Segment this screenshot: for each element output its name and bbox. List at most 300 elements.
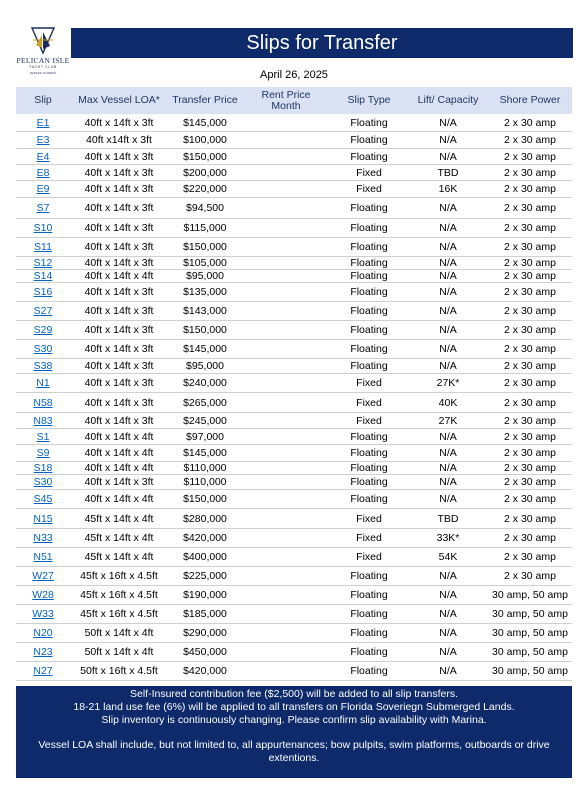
rent-price-cell	[242, 624, 330, 642]
max-loa-cell: 40ft x 14ft x 3ft	[84, 166, 154, 179]
logo-subtitle: YACHT CLUB	[29, 65, 57, 69]
slip-cell	[16, 149, 70, 164]
rent-price-cell	[242, 662, 330, 680]
page-title: Slips for Transfer	[71, 28, 573, 58]
lift-capacity-cell: N/A	[439, 324, 457, 336]
transfer-price-cell: $145,000	[183, 447, 227, 459]
max-loa-cell: 45ft x 14ft x 4ft	[84, 532, 154, 544]
max-loa-cell: 50ft x 14ft x 4ft	[84, 646, 154, 658]
shore-power-cell: 2 x 30 amp	[504, 134, 556, 146]
shore-power-cell: 2 x 30 amp	[504, 377, 556, 389]
slip-type-cell: Fixed	[356, 532, 382, 544]
lift-capacity-cell: N/A	[439, 462, 457, 474]
rent-price-cell	[242, 429, 330, 444]
lift-capacity-cell: 40K	[438, 396, 458, 409]
slip-type-cell: Floating	[350, 646, 388, 658]
slip-cell	[16, 413, 70, 428]
slip-link[interactable]: E3	[36, 134, 50, 146]
max-loa-cell: 40ft x 14ft x 3ft	[84, 324, 154, 336]
slip-link[interactable]: S14	[33, 270, 53, 282]
table-row	[16, 462, 572, 475]
col-transfer-price-header: Transfer Price	[172, 94, 238, 106]
transfer-price-cell: $420,000	[183, 665, 227, 677]
table-row	[16, 548, 572, 567]
transfer-price-cell: $145,000	[183, 343, 227, 355]
max-loa-cell: 50ft x 14ft x 4ft	[84, 627, 154, 639]
transfer-price-cell: $110,000	[183, 462, 227, 474]
slip-link[interactable]: S7	[36, 202, 50, 214]
table-row	[16, 359, 572, 374]
slip-link[interactable]: S30	[33, 476, 53, 488]
slip-link[interactable]: N20	[33, 627, 53, 639]
slip-type-cell: Floating	[350, 117, 388, 129]
transfer-price-cell: $110,000	[183, 476, 227, 488]
table-row	[16, 340, 572, 359]
slip-type-cell: Fixed	[356, 551, 382, 563]
rent-price-cell	[242, 238, 330, 256]
shore-power-cell: 2 x 30 amp	[504, 183, 556, 195]
slip-cell	[16, 359, 70, 373]
shore-power-cell: 30 amp, 50 amp	[492, 646, 568, 658]
slip-type-cell: Fixed	[356, 166, 382, 179]
transfer-price-cell: $220,000	[183, 183, 227, 195]
table-row	[16, 643, 572, 662]
transfer-price-cell: $150,000	[183, 324, 227, 336]
shore-power-cell: 2 x 30 amp	[504, 166, 556, 179]
shore-power-cell: 2 x 30 amp	[504, 476, 556, 488]
col-shore-power-header: Shore Power	[499, 94, 561, 106]
slip-type-cell: Floating	[350, 430, 388, 443]
shore-power-cell: 2 x 30 amp	[504, 430, 556, 443]
max-loa-cell: 40ft x 14ft x 3ft	[84, 241, 154, 253]
table-row	[16, 393, 572, 413]
rent-price-cell	[242, 283, 330, 301]
slip-cell	[16, 302, 70, 320]
slip-cell	[16, 257, 70, 269]
footer-note: Vessel LOA shall include, but not limited to, all appurtenances; bow pulpits, swim platforms, outboards or drive extentions.	[38, 739, 550, 764]
max-loa-cell: 45ft x 16ft x 4.5ft	[80, 608, 158, 620]
lift-capacity-cell: 16K	[438, 183, 458, 195]
slip-cell	[16, 475, 70, 489]
table-row	[16, 132, 572, 149]
table-row	[16, 567, 572, 586]
table-row	[16, 445, 572, 462]
slip-type-cell: Floating	[350, 270, 388, 282]
lift-capacity-cell: N/A	[439, 665, 457, 677]
lift-capacity-cell: N/A	[439, 134, 457, 146]
shore-power-cell: 30 amp, 50 amp	[492, 608, 568, 620]
max-loa-cell: 45ft x 16ft x 4.5ft	[80, 570, 158, 582]
slip-link[interactable]: N1	[36, 377, 50, 389]
transfer-price-cell: $265,000	[183, 396, 227, 409]
slip-cell	[16, 548, 70, 566]
transfer-price-cell: $150,000	[183, 150, 227, 163]
lift-capacity-cell: N/A	[439, 202, 457, 214]
slip-type-cell: Fixed	[356, 414, 382, 427]
max-loa-cell: 40ft x 14ft x 3ft	[84, 377, 154, 389]
footer-note	[16, 727, 572, 739]
max-loa-cell: 40ft x 14ft x 4ft	[84, 493, 154, 505]
slip-type-cell: Floating	[350, 627, 388, 639]
shore-power-cell: 2 x 30 amp	[504, 286, 556, 298]
table-row	[16, 270, 572, 283]
slip-type-cell: Floating	[350, 305, 388, 317]
lift-capacity-cell: 54K	[438, 551, 458, 563]
slip-cell	[16, 643, 70, 661]
document-date: April 26, 2025	[260, 69, 328, 81]
rent-price-cell	[242, 509, 330, 528]
slip-link[interactable]: N58	[33, 396, 53, 409]
max-loa-cell: 40ft x 14ft x 3ft	[84, 150, 154, 163]
lift-capacity-cell: N/A	[439, 430, 457, 443]
slip-type-cell: Floating	[350, 257, 388, 269]
max-loa-cell: 50ft x 16ft x 4.5ft	[80, 665, 158, 677]
slip-link[interactable]: W27	[32, 570, 54, 582]
max-loa-cell: 40ft x 14ft x 3ft	[84, 286, 154, 298]
slip-link[interactable]: S1	[36, 430, 50, 443]
max-loa-cell: 40ft x 14ft x 3ft	[84, 414, 154, 427]
slip-link[interactable]: S10	[33, 222, 53, 234]
slip-type-cell: Fixed	[356, 183, 382, 195]
rent-price-cell	[242, 605, 330, 623]
lift-capacity-cell: N/A	[439, 608, 457, 620]
rent-price-cell	[242, 475, 330, 489]
table-row	[16, 238, 572, 257]
rent-price-cell	[242, 340, 330, 358]
slip-cell	[16, 270, 70, 282]
lift-capacity-cell: 33K*	[436, 532, 460, 544]
lift-capacity-cell: N/A	[439, 493, 457, 505]
slip-cell	[16, 165, 70, 180]
rent-price-cell	[242, 302, 330, 320]
table-row	[16, 605, 572, 624]
rent-price-cell	[242, 115, 330, 131]
shore-power-cell: 2 x 30 amp	[504, 396, 556, 409]
transfer-price-cell: $143,000	[183, 305, 227, 317]
logo-name: PELICAN ISLE	[16, 56, 70, 65]
shore-power-cell: 2 x 30 amp	[504, 202, 556, 214]
rent-price-cell	[242, 445, 330, 461]
table-row	[16, 257, 572, 270]
rent-price-cell	[242, 374, 330, 392]
table-row	[16, 662, 572, 681]
transfer-price-cell: $145,000	[183, 117, 227, 129]
max-loa-cell: 40ft x 14ft x 3ft	[84, 305, 154, 317]
max-loa-cell: 45ft x 14ft x 4ft	[84, 551, 154, 563]
shore-power-cell: 30 amp, 50 amp	[492, 627, 568, 639]
table-row	[16, 586, 572, 605]
shore-power-cell: 2 x 30 amp	[504, 360, 556, 372]
max-loa-cell: 40ft x 14ft x 3ft	[84, 257, 154, 269]
lift-capacity-cell: N/A	[439, 360, 457, 372]
slip-cell	[16, 662, 70, 680]
lift-capacity-cell: N/A	[439, 646, 457, 658]
slip-type-cell: Fixed	[356, 512, 382, 525]
transfer-price-cell: $135,000	[183, 286, 227, 298]
slip-cell	[16, 509, 70, 528]
max-loa-cell: 40ft x 14ft x 3ft	[84, 476, 154, 488]
lift-capacity-cell: N/A	[439, 150, 457, 163]
slip-cell	[16, 340, 70, 358]
max-loa-cell: 40ft x 14ft x 3ft	[84, 222, 154, 234]
slip-link[interactable]: N23	[33, 646, 53, 658]
lift-capacity-cell: N/A	[439, 343, 457, 355]
shore-power-cell: 2 x 30 amp	[504, 551, 556, 563]
transfer-price-cell: $280,000	[183, 512, 227, 525]
slip-cell	[16, 624, 70, 642]
table-row	[16, 283, 572, 302]
rent-price-cell	[242, 462, 330, 474]
shore-power-cell: 2 x 30 amp	[504, 117, 556, 129]
rent-price-cell	[242, 643, 330, 661]
shore-power-cell: 2 x 30 amp	[504, 324, 556, 336]
slip-link[interactable]: N27	[33, 665, 53, 677]
table-row	[16, 509, 572, 529]
table-row	[16, 302, 572, 321]
max-loa-cell: 40ft x 14ft x 3ft	[84, 360, 154, 372]
transfer-price-cell: $225,000	[183, 570, 227, 582]
slip-cell	[16, 490, 70, 508]
lift-capacity-cell: N/A	[439, 222, 457, 234]
shore-power-cell: 2 x 30 amp	[504, 343, 556, 355]
shore-power-cell: 2 x 30 amp	[504, 222, 556, 234]
shore-power-cell: 2 x 30 amp	[504, 241, 556, 253]
rent-price-cell	[242, 490, 330, 508]
slip-cell	[16, 181, 70, 197]
slip-cell	[16, 445, 70, 461]
col-slip-header: Slip	[34, 94, 52, 106]
table-row	[16, 529, 572, 548]
transfer-price-cell: $200,000	[183, 166, 227, 179]
transfer-price-cell: $420,000	[183, 532, 227, 544]
slip-type-cell: Floating	[350, 343, 388, 355]
lift-capacity-cell: N/A	[439, 447, 457, 459]
transfer-price-cell: $115,000	[183, 222, 227, 234]
transfer-price-cell: $185,000	[183, 608, 227, 620]
shore-power-cell: 2 x 30 amp	[504, 270, 556, 282]
transfer-price-cell: $245,000	[183, 414, 227, 427]
shore-power-cell: 2 x 30 amp	[504, 532, 556, 544]
max-loa-cell: 40ft x 14ft x 3ft	[84, 396, 154, 409]
transfer-price-cell: $97,000	[186, 430, 224, 443]
table-row	[16, 321, 572, 340]
rent-price-cell	[242, 321, 330, 339]
rent-price-cell	[242, 149, 330, 164]
slip-cell	[16, 238, 70, 256]
transfer-price-cell: $450,000	[183, 646, 227, 658]
rent-price-cell	[242, 257, 330, 269]
transfer-price-cell: $150,000	[183, 241, 227, 253]
footer-notes	[16, 686, 572, 778]
table-row	[16, 624, 572, 643]
slip-link[interactable]: S18	[33, 462, 53, 474]
slip-cell	[16, 393, 70, 412]
max-loa-cell: 40ft x 14ft x 4ft	[84, 430, 154, 443]
shore-power-cell: 2 x 30 amp	[504, 150, 556, 163]
max-loa-cell: 40ft x 14ft x 4ft	[84, 270, 154, 282]
lift-capacity-cell: 27K	[438, 414, 458, 427]
lift-capacity-cell: TBD	[437, 166, 459, 179]
slip-link[interactable]: W33	[32, 608, 54, 620]
footer-note: Slip inventory is continuously changing. Please confirm slip availability with Marina.	[101, 714, 487, 726]
slip-type-cell: Floating	[350, 134, 388, 146]
slip-type-cell: Floating	[350, 286, 388, 298]
slip-type-cell: Floating	[350, 241, 388, 253]
lift-capacity-cell: N/A	[439, 270, 457, 282]
slip-link[interactable]: S27	[33, 305, 53, 317]
max-loa-cell: 45ft x 16ft x 4.5ft	[80, 589, 158, 601]
slip-type-cell: Floating	[350, 360, 388, 372]
shore-power-cell: 30 amp, 50 amp	[492, 665, 568, 677]
slip-link[interactable]: S12	[33, 257, 53, 269]
slip-type-cell: Floating	[350, 447, 388, 459]
slip-type-cell: Floating	[350, 608, 388, 620]
slip-type-cell: Floating	[350, 589, 388, 601]
table-row	[16, 490, 572, 509]
slip-link[interactable]: S11	[34, 241, 52, 253]
shore-power-cell: 2 x 30 amp	[504, 493, 556, 505]
slip-link[interactable]: N83	[33, 414, 53, 427]
transfer-price-cell: $94,500	[186, 202, 224, 214]
lift-capacity-cell: N/A	[439, 117, 457, 129]
shore-power-cell: 2 x 30 amp	[504, 570, 556, 582]
rent-price-cell	[242, 413, 330, 428]
logo-tagline: NAPLES, FLORIDA	[29, 71, 57, 75]
slip-type-cell: Fixed	[356, 396, 382, 409]
max-loa-cell: 40ft x 14ft x 4ft	[84, 462, 154, 474]
slip-link[interactable]: S29	[33, 324, 53, 336]
slip-type-cell: Floating	[350, 324, 388, 336]
lift-capacity-cell: N/A	[439, 305, 457, 317]
sailboat-icon	[14, 26, 72, 56]
transfer-price-cell: $190,000	[183, 589, 227, 601]
lift-capacity-cell: N/A	[439, 627, 457, 639]
table-header	[16, 87, 572, 114]
max-loa-cell: 40ft x 14ft x 3ft	[84, 343, 154, 355]
slip-type-cell: Floating	[350, 222, 388, 234]
slip-cell	[16, 605, 70, 623]
rent-price-cell	[242, 165, 330, 180]
max-loa-cell: 45ft x 14ft x 4ft	[84, 512, 154, 525]
max-loa-cell: 40ft x 14ft x 3ft	[84, 183, 154, 195]
slip-link[interactable]: S38	[33, 360, 53, 372]
slip-cell	[16, 429, 70, 444]
col-lift-capacity-header: Lift/ Capacity	[417, 94, 479, 106]
shore-power-cell: 2 x 30 amp	[504, 462, 556, 474]
slip-type-cell: Floating	[350, 570, 388, 582]
slip-cell	[16, 219, 70, 237]
slip-cell	[16, 567, 70, 585]
col-slip-type-header: Slip Type	[347, 94, 391, 106]
rent-price-cell	[242, 359, 330, 373]
slip-link[interactable]: S45	[33, 493, 53, 505]
lift-capacity-cell: N/A	[439, 476, 457, 488]
rent-price-cell	[242, 198, 330, 218]
shore-power-cell: 2 x 30 amp	[504, 512, 556, 525]
slip-type-cell: Floating	[350, 202, 388, 214]
slip-link[interactable]: E9	[36, 183, 50, 195]
slip-link[interactable]: E1	[36, 117, 50, 129]
shore-power-cell: 2 x 30 amp	[504, 447, 556, 459]
transfer-price-cell: $150,000	[183, 493, 227, 505]
slip-cell	[16, 374, 70, 392]
table-row	[16, 149, 572, 165]
transfer-price-cell: $400,000	[183, 551, 227, 563]
rent-price-cell	[242, 586, 330, 604]
table-row	[16, 219, 572, 238]
table-row	[16, 115, 572, 132]
col-max-loa-header: Max Vessel LOA*	[78, 94, 160, 106]
transfer-price-cell: $290,000	[183, 627, 227, 639]
table-row	[16, 374, 572, 393]
slip-type-cell: Floating	[350, 665, 388, 677]
table-row	[16, 475, 572, 490]
rent-price-cell	[242, 548, 330, 566]
rent-price-cell	[242, 529, 330, 547]
shore-power-cell: 30 amp, 50 amp	[492, 589, 568, 601]
slip-cell	[16, 586, 70, 604]
table-row	[16, 165, 572, 181]
transfer-price-cell: $95,000	[186, 270, 224, 282]
transfer-price-cell: $95,000	[186, 360, 224, 372]
slip-link[interactable]: N33	[33, 532, 53, 544]
slip-type-cell: Floating	[350, 462, 388, 474]
slip-type-cell: Fixed	[356, 377, 382, 389]
max-loa-cell: 40ft x 14ft x 3ft	[84, 117, 154, 129]
slip-link[interactable]: N51	[33, 551, 53, 563]
shore-power-cell: 2 x 30 amp	[504, 414, 556, 427]
slip-cell	[16, 321, 70, 339]
table-row	[16, 198, 572, 219]
table-row	[16, 181, 572, 198]
slip-cell	[16, 115, 70, 131]
slip-link[interactable]: E4	[36, 150, 50, 163]
max-loa-cell: 40ft x 14ft x 3ft	[84, 202, 154, 214]
max-loa-cell: 40ft x 14ft x 4ft	[84, 447, 154, 459]
transfer-price-cell: $100,000	[183, 134, 227, 146]
rent-price-cell	[242, 132, 330, 148]
slip-link[interactable]: N15	[33, 512, 53, 525]
slip-cell	[16, 462, 70, 474]
lift-capacity-cell: N/A	[439, 570, 457, 582]
footer-note: Self-Insured contribution fee ($2,500) will be added to all slip transfers.	[129, 688, 458, 700]
slip-link[interactable]: W28	[32, 589, 54, 601]
rent-price-cell	[242, 181, 330, 197]
slip-type-cell: Floating	[350, 476, 388, 488]
slip-cell	[16, 283, 70, 301]
rent-price-cell	[242, 567, 330, 585]
slip-cell	[16, 198, 70, 218]
footer-note: 18-21 land use fee (6%) will be applied to all transfers on Florida Soveriegn Submerged Lands.	[73, 701, 515, 713]
slip-link[interactable]: S30	[33, 343, 53, 355]
max-loa-cell: 40ft x14ft x 3ft	[86, 134, 152, 146]
table-row	[16, 413, 572, 429]
slip-link[interactable]: E8	[36, 166, 50, 179]
rent-price-cell	[242, 270, 330, 282]
lift-capacity-cell: TBD	[437, 512, 459, 525]
lift-capacity-cell: N/A	[439, 241, 457, 253]
table-row	[16, 429, 572, 445]
col-rent-price-header: Rent Price Month	[261, 88, 311, 112]
lift-capacity-cell: N/A	[439, 589, 457, 601]
transfer-price-cell: $105,000	[183, 257, 227, 269]
shore-power-cell: 2 x 30 amp	[504, 257, 556, 269]
lift-capacity-cell: 27K*	[436, 377, 460, 389]
slip-link[interactable]: S16	[33, 286, 53, 298]
slip-link[interactable]: S9	[36, 447, 50, 459]
slip-cell	[16, 529, 70, 547]
slip-type-cell: Floating	[350, 493, 388, 505]
